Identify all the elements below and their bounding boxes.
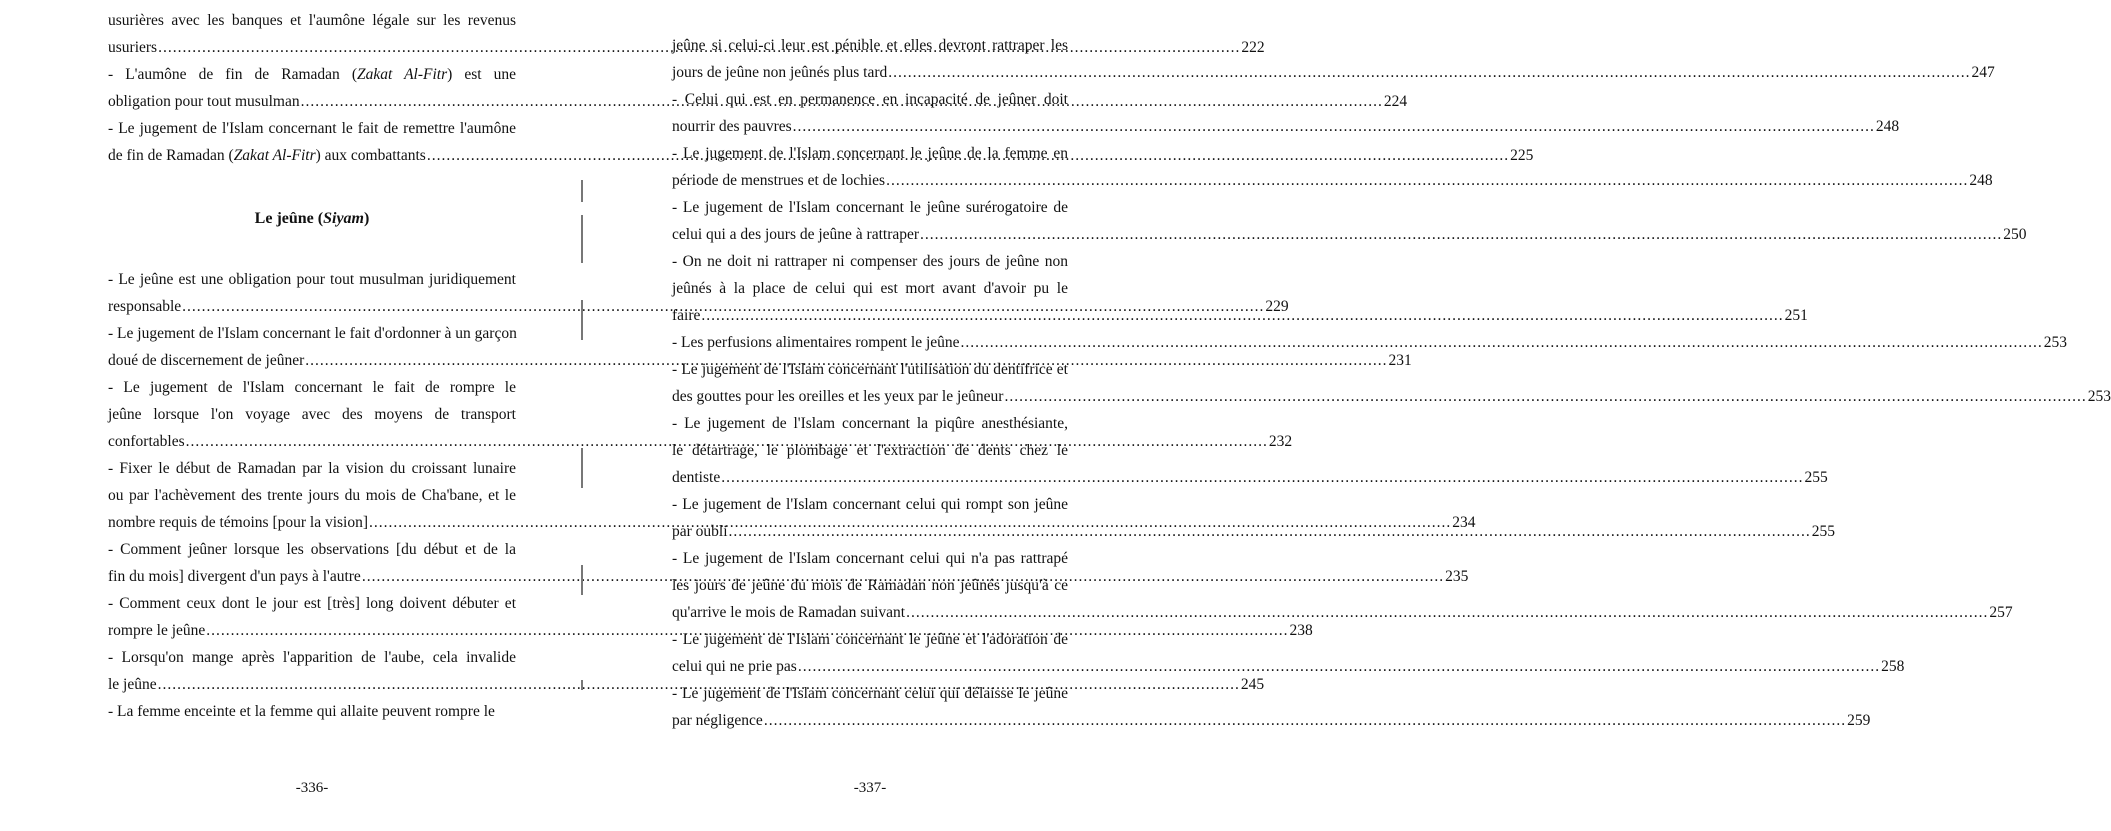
- gutter-line: [581, 0, 583, 831]
- toc-entry-line: - Le jugement de l'Islam concernant celui qui rompt son jeûne: [672, 496, 1068, 513]
- toc-page-number: 234: [1452, 514, 1476, 531]
- dot-leader: [906, 604, 1988, 621]
- toc-entry-title: nourrir des pauvres: [672, 118, 792, 135]
- toc-entry-line: - Le jugement de l'Islam concernant la piqûre anesthésiante,: [672, 415, 1068, 432]
- toc-entry-line: les jours de jeûne du mois de Ramadan non jeûnés jusqu'à ce: [672, 577, 1068, 594]
- toc-entry-leader-line: [672, 167, 1993, 194]
- toc-page-number: 232: [1268, 433, 1293, 450]
- toc-entry-line: - Le jugement de l'Islam concernant celui qui délaisse le jeûne: [672, 685, 1068, 702]
- page-number-right: -337-: [853, 780, 887, 796]
- dot-leader: [764, 712, 1846, 729]
- toc-entry-title: des gouttes pour les oreilles et les yeux par le jeûneur: [672, 388, 1004, 405]
- toc-page-number: 253: [2087, 388, 2111, 405]
- toc-entry-title: confortables: [108, 433, 185, 450]
- toc-entry-title: jours de jeûne non jeûnés plus tard: [672, 64, 888, 81]
- toc-entry-line: - Lorsqu'on mange après l'apparition de l'aube, cela invalide: [108, 649, 516, 666]
- toc-page-number: 258: [1881, 658, 1905, 675]
- toc-entry-leader-line: [672, 464, 1828, 491]
- toc-entry-leader-line: [672, 707, 1871, 734]
- toc-entry-line: jeûne si celui-ci leur est pénible et elles devront rattraper les: [672, 37, 1068, 54]
- toc-entry-line: - Comment jeûner lorsque les observations [du début et de la: [108, 541, 516, 558]
- toc-entry-title: - Les perfusions alimentaires rompent le jeûne: [672, 334, 960, 351]
- toc-entry-title: rompre le jeûne: [108, 622, 206, 639]
- toc-entry-leader-line: [672, 59, 1995, 86]
- toc-entry-leader-line: [672, 599, 2013, 626]
- toc-page-number: 247: [1971, 64, 1995, 81]
- dot-leader: [961, 334, 2043, 351]
- toc-page-number: 222: [1241, 39, 1265, 56]
- toc-page-number: 248: [1875, 118, 1900, 135]
- toc-page-number: 255: [1811, 523, 1836, 540]
- toc-entry-title: de fin de Ramadan (Zakat Al-Fitr) aux combattants: [108, 147, 426, 164]
- toc-entry-line: usurières avec les banques et l'aumône légale sur les revenus: [108, 12, 516, 29]
- dot-leader: [920, 226, 2002, 243]
- toc-page-number: 245: [1240, 676, 1265, 693]
- toc-entry-line: - Fixer le début de Ramadan par la vision du croissant lunaire: [108, 460, 516, 477]
- toc-entry: [108, 698, 516, 725]
- toc-entry-leader-line: [672, 329, 2068, 356]
- toc-entry-line: ou par l'achèvement des trente jours du mois de Cha'bane, et le: [108, 487, 516, 504]
- toc-entry-line: - Le jeûne est une obligation pour tout musulman juridiquement: [108, 271, 516, 288]
- toc-entry-leader-line: [672, 113, 1900, 140]
- toc-entry-line: - Le jugement de l'Islam concernant le fait de remettre l'aumône: [108, 120, 516, 137]
- toc-entry-leader-line: [672, 653, 1905, 680]
- toc-entry-line: - Le jugement de l'Islam concernant le fait de rompre le: [108, 379, 516, 396]
- toc-page-number: 253: [2043, 334, 2068, 351]
- toc-entry-line: - Le jugement de l'Islam concernant le jeûne surérogatoire de: [672, 199, 1068, 216]
- toc-page-number: 225: [1510, 147, 1534, 164]
- toc-entry-title: le jeûne: [108, 676, 157, 693]
- toc-entry-leader-line: [672, 383, 2111, 410]
- toc-page-number: 229: [1265, 298, 1289, 315]
- dot-leader: [721, 469, 1803, 486]
- toc-entry-title: doué de discernement de jeûner: [108, 352, 305, 369]
- toc-entry-line: - La femme enceinte et la femme qui allaite peuvent rompre le: [108, 703, 495, 720]
- toc-entry: [672, 194, 2027, 248]
- dot-leader: [729, 523, 1811, 540]
- toc-entry-title: période de menstrues et de lochies: [672, 172, 886, 189]
- toc-entry: [672, 329, 2068, 356]
- toc-entry-line: - On ne doit ni rattraper ni compenser des jours de jeûne non: [672, 253, 1068, 270]
- toc-page-number: 259: [1847, 712, 1871, 729]
- toc-entry-line: jeûne lorsque l'on voyage avec des moyens de transport: [108, 406, 516, 423]
- dot-leader: [798, 658, 1880, 675]
- toc-entry-title: par oubli: [672, 523, 728, 540]
- section-title-italic: Siyam: [323, 210, 364, 227]
- toc-entry-line: le détartrage, le plombage et l'extraction de dents chez le: [672, 442, 1068, 459]
- toc-page-number: 255: [1804, 469, 1828, 486]
- toc-entry-line: - Le jugement de l'Islam concernant le jeûne de la femme en: [672, 145, 1068, 162]
- dot-leader: [793, 118, 1875, 135]
- toc-page-number: 257: [1989, 604, 2013, 621]
- toc-entry-title: qu'arrive le mois de Ramadan suivant: [672, 604, 906, 621]
- dot-leader: [888, 64, 1970, 81]
- toc-page-number: 231: [1388, 352, 1412, 369]
- toc-page-number: 250: [2003, 226, 2027, 243]
- toc-page-number: 238: [1289, 622, 1313, 639]
- dot-leader: [1004, 388, 2086, 405]
- toc-entry-title: usuriers: [108, 39, 158, 56]
- toc-page-number: 224: [1383, 93, 1408, 110]
- toc-entry-line: - Le jugement de l'Islam concernant le fait d'ordonner à un garçon: [108, 325, 517, 342]
- toc-page-number: 248: [1969, 172, 1993, 189]
- section-title: Le jeûne (Siyam): [254, 210, 370, 227]
- toc-entry-title: faire: [672, 307, 701, 324]
- toc-entry-title: nombre requis de témoins [pour la vision]: [108, 514, 369, 531]
- toc-entry-title: fin du mois] divergent d'un pays à l'autre: [108, 568, 361, 585]
- toc-entry-leader-line: [672, 221, 2027, 248]
- toc-page-number: 235: [1445, 568, 1469, 585]
- toc-entry-line: - Celui qui est en permanence en incapacité de jeûner doit: [672, 91, 1068, 108]
- toc-entry-title: responsable: [108, 298, 182, 315]
- dot-leader: [886, 172, 1968, 189]
- toc-entry-line: - L'aumône de fin de Ramadan (Zakat Al-Fitr) est une: [108, 66, 516, 83]
- dot-leader: [701, 307, 1783, 324]
- toc-entry-title: dentiste: [672, 469, 721, 486]
- toc-entry-line: - Comment ceux dont le jour est [très] long doivent débuter et: [108, 595, 516, 612]
- toc-entry-line: - Le jugement de l'Islam concernant le jeûne et l'adoration de: [672, 631, 1068, 648]
- toc-entry-title: obligation pour tout musulman: [108, 93, 300, 110]
- toc-entry-line: - Le jugement de l'Islam concernant celui qui n'a pas rattrapé: [672, 550, 1068, 567]
- toc-entry-line: jeûnés à la place de celui qui est mort avant d'avoir pu le: [672, 280, 1068, 297]
- toc-entry-line: - Le jugement de l'Islam concernant l'utilisation du dentifrice et: [672, 361, 1068, 378]
- toc-entry-title: celui qui a des jours de jeûne à rattraper: [672, 226, 920, 243]
- toc-entry-title: par négligence: [672, 712, 763, 729]
- toc-entry-title: celui qui ne prie pas: [672, 658, 797, 675]
- section-title-text: Le jeûne: [254, 210, 314, 227]
- page-number-left: -336-: [295, 780, 329, 796]
- toc-page-number: 251: [1784, 307, 1808, 324]
